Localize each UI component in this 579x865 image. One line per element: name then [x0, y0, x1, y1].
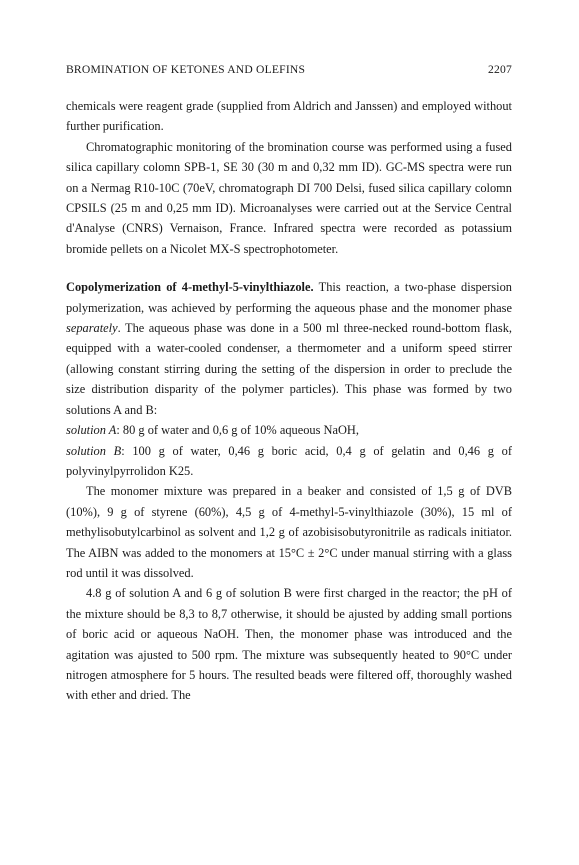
paragraph-text: . The aqueous phase was done in a 500 ml three-necked round-bottom flask, equipped with a water-cooled condenser, a thermometer and a uniform speed stirrer (allowing constant stirring during the setting of the dispersion in order to preclude the size distribution disparity of the polymer particles). This phase was formed by two solutions A and B: — [66, 321, 512, 417]
document-page — [66, 62, 512, 706]
solution-a-text: : 80 g of water and 0,6 g of 10% aqueous NaOH, — [116, 423, 359, 438]
section-gap — [66, 259, 512, 277]
running-header — [66, 62, 512, 78]
paragraph-text: This reaction, a two-phase dispersion polymerization, was achieved by performing the aqueous phase and the monomer phase — [66, 280, 512, 315]
page-number: 2207 — [488, 63, 512, 76]
solution-a-label: solution A — [66, 423, 117, 438]
paragraph-copolymerization — [66, 277, 512, 420]
running-title: BROMINATION OF KETONES AND OLEFINS — [66, 63, 306, 76]
solution-b-text: : 100 g of water, 0,46 g boric acid, 0,4 g of gelatin and 0,46 g of polyvinylpyrrolidon K25. — [66, 443, 512, 478]
solution-b-line — [66, 441, 512, 482]
solution-b-label: solution B — [66, 443, 122, 458]
paragraph-chromatography: Chromatographic monitoring of the bromination course was performed using a fused silica capillary colomn SPB-1, SE 30 (30 m and 0,32 mm ID). GC-MS spectra were run on a Nermag R10-10C (70eV, chromatograph DI 700 Delsi, fused silica capillary colomn CPSILS (25 m and 0,25 mm ID). Microanalyses were carried out at the Service Central d'Analyse (CNRS) Vernaison, France. Infrared spectra were recorded as potassium bromide pellets on a Nicolet MX-S spectrophotometer. — [66, 139, 512, 256]
solution-a-line — [66, 420, 512, 440]
paragraph-procedure: 4.8 g of solution A and 6 g of solution B were first charged in the reactor; the pH of the mixture should be 8,3 to 8,7 otherwise, it should be ajusted by adding small portions of boric acid or aqueous NaOH. Then, the monomer phase was introduced and the agitation was ajusted to 500 rpm. The mixture was subsequently heated to 90°C under nitrogen atmosphere for 5 hours. The resulted beads were filtered off, thoroughly washed with ether and dried. The — [66, 586, 512, 703]
emphasis-text: separately — [66, 321, 118, 336]
section-heading: Copolymerization of 4-methyl-5-vinylthiazole. — [66, 280, 314, 295]
paragraph-chemicals: chemicals were reagent grade (supplied from Aldrich and Janssen) and employed without further purification. — [66, 99, 512, 134]
paragraph-monomer-mixture: The monomer mixture was prepared in a beaker and consisted of 1,5 g of DVB (10%), 9 g of styrene (60%), 4,5 g of 4-methyl-5-vinylthiazole (30%), 15 ml of methylisobutylcarbinol as solvent and 1,2 g of azobisisobutyronitrile as radicals initiator. The AIBN was added to the monomers at 15°C ± 2°C under manual stirring with a glass rod until it was dissolved. — [66, 484, 512, 580]
